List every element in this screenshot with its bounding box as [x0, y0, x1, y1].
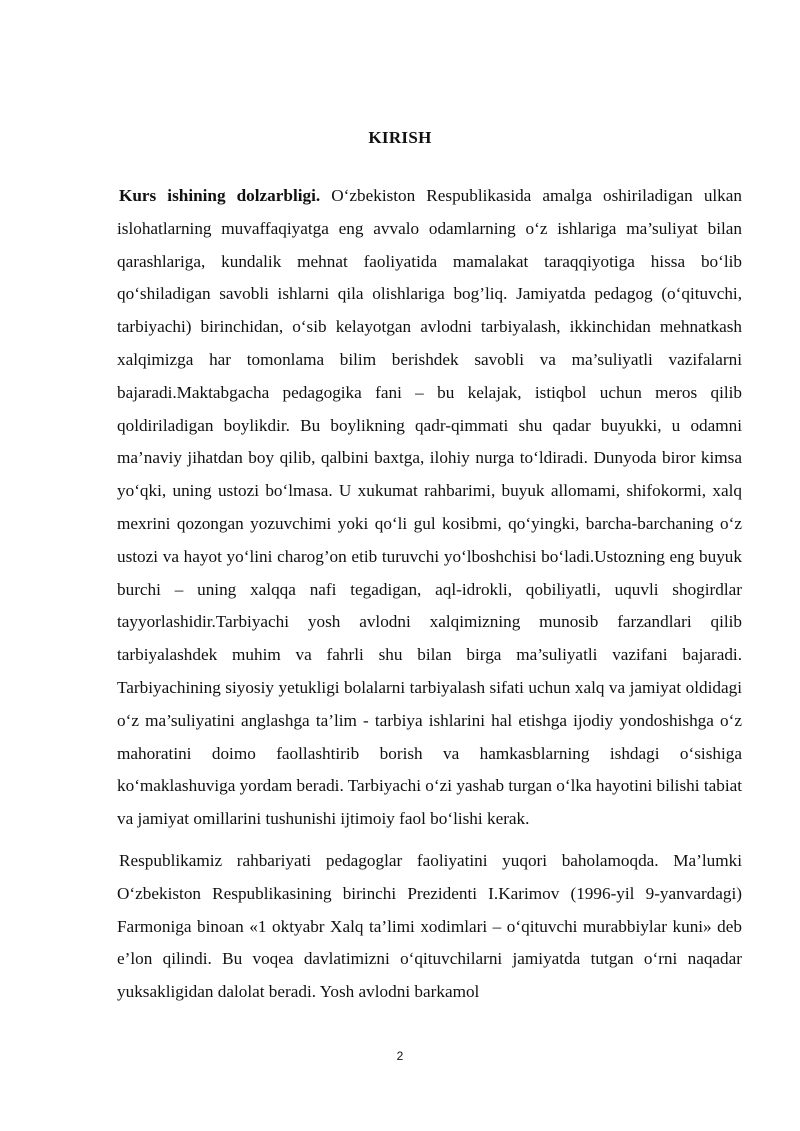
- paragraph-relevance: [117, 180, 742, 836]
- paragraph-leadership: Respublikamiz rahbariyati pedagoglar faoliyatini yuqori baholamoqda. Ma’lumki O‘zbekiston Respublikasining birinchi Prezidenti I.Karimov (1996-yil 9-yanvardagi) Farmoniga binoan «1 oktyabr Xalq ta’limi xodimlari – o‘qituvchi murabbiylar kuni» deb e’lon qilindi. Bu voqea davlatimizni o‘qituvchilarni jamiyatda tutgan o‘rni naqadar yuksakligidan dalolat beradi. Yosh avlodni barkamol: [117, 850, 742, 1002]
- paragraph-text: O‘zbekiston Respublikasida amalga oshiriladigan ulkan islohatlarning muvaffaqiyatga eng avvalo odamlarning o‘z ishlariga ma’suliyat bilan qarashlariga, kundalik mehnat faoliyatida mamalakat taraqqiyotiga hissa bo‘lib qo‘shiladigan savobli ishlarni qila olishlariga bog’liq. Jamiyatda pedagog (o‘qituvchi, tarbiyachi) birinchidan, o‘sib kelayotgan avlodni tarbiyalash, ikkinchidan mehnatkash xalqimizga har tomonlama bilim berishdek savobli va ma’suliyatli vazifalarni bajaradi.Maktabgacha pedagogika fani – bu kelajak, istiqbol uchun meros qilib qoldiriladigan boylikdir. Bu boylikning qadr-qimmati shu qadar buyukki, u odamni ma’naviy jihatdan boy qilib, qalbini baxtga, ilohiy nurga to‘ldiradi. Dunyoda biror kimsa yo‘qki, uning ustozi bo‘lmasa. U xukumat rahbarimi, buyuk allomami, shifokormi, xalq mexrini qozongan yozuvchimi yoki qo‘li gul kosibmi, qo‘yingki, barcha-barchaning o‘z ustozi va hayot yo‘lini charog’on etib turuvchi yo‘lboshchisi bo‘ladi.Ustozning eng buyuk burchi – uning xalqqa nafi tegadigan, aql-idrokli, qobiliyatli, uquvli shogirdlar tayyorlashidir.Tarbiyachi yosh avlodni xalqimizning munosib farzandlari qilib tarbiyalashdek muhim va fahrli shu bilan birga ma’suliyatli vazifani bajaradi. Tarbiyachining siyosiy yetukligi bolalarni tarbiyalash sifati uchun xalq va jamiyat oldidagi o‘z ma’suliyatini anglashga ta’lim - tarbiya ishlarini hal etishga ijodiy yondoshishga o‘z mahoratini doimo faollashtirib borish va hamkasblarning ishdagi o‘sishiga ko‘maklashuviga yordam beradi. Tarbiyachi o‘zi yashab turgan o‘lka hayotini bilishi tabiat va jamiyat omillarini tushunishi ijtimoiy faol bo‘lishi kerak.: [117, 186, 742, 829]
- paragraph-lead: Kurs ishining dolzarbligi.: [119, 186, 321, 205]
- page-number: 2: [396, 1049, 404, 1063]
- body-text: [117, 180, 742, 1009]
- page-title: KIRISH: [368, 128, 432, 147]
